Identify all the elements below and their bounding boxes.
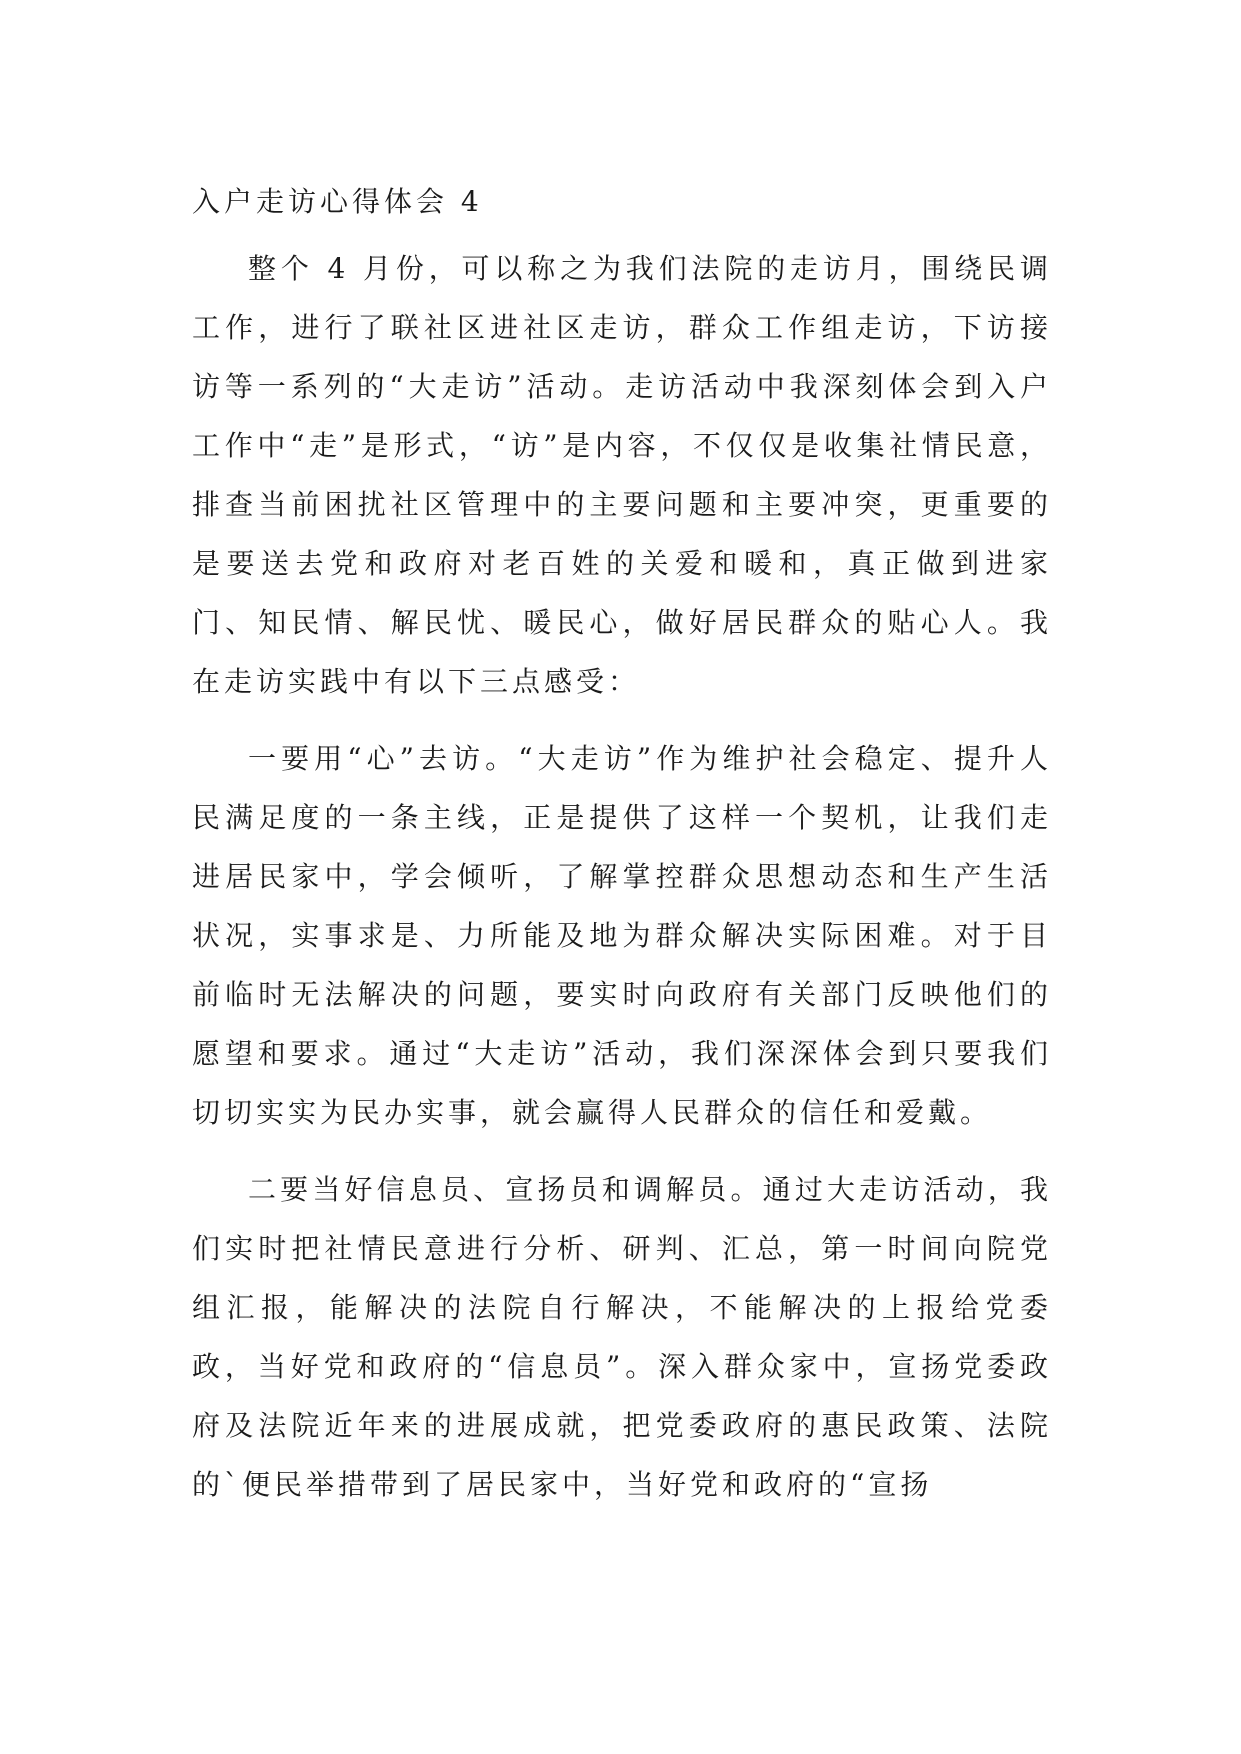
- paragraph-point-two: 二要当好信息员、宣扬员和调解员。通过大走访活动，我们实时把社情民意进行分析、研判、汇总，第一时间向院党组汇报，能解决的法院自行解决，不能解决的上报给党委政，当好党和政府的“信息员”。深入群众家中，宣扬党委政府及法院近年来的进展成就，把党委政府的惠民政策、法院的`便民举措带到了居民家中，当好党和政府的“宣扬: [192, 1173, 1052, 1501]
- document-page: [192, 182, 1052, 1514]
- document-title: 入户走访心得体会 4: [192, 185, 483, 218]
- paragraph-point-one: 一要用“心”去访。“大走访”作为维护社会稳定、提升人民满足度的一条主线，正是提供了这样一个契机，让我们走进居民家中，学会倾听，了解掌控群众思想动态和生产生活状况，实事求是、力所能及地为群众解决实际困难。对于目前临时无法解决的问题，要实时向政府有关部门反映他们的愿望和要求。通过“大走访”活动，我们深深体会到只要我们切切实实为民办实事，就会赢得人民群众的信任和爱戴。: [192, 742, 1052, 1129]
- paragraph-intro: 整个 4 月份，可以称之为我们法院的走访月，围绕民调工作，进行了联社区进社区走访，群众工作组走访，下访接访等一系列的“大走访”活动。走访活动中我深刻体会到入户工作中“走”是形式，“访”是内容，不仅仅是收集社情民意，排查当前困扰社区管理中的主要问题和主要冲突，更重要的是要送去党和政府对老百姓的关爱和暖和，真正做到进家门、知民情、解民忧、暖民心，做好居民群众的贴心人。我在走访实践中有以下三点感受：: [192, 252, 1052, 698]
